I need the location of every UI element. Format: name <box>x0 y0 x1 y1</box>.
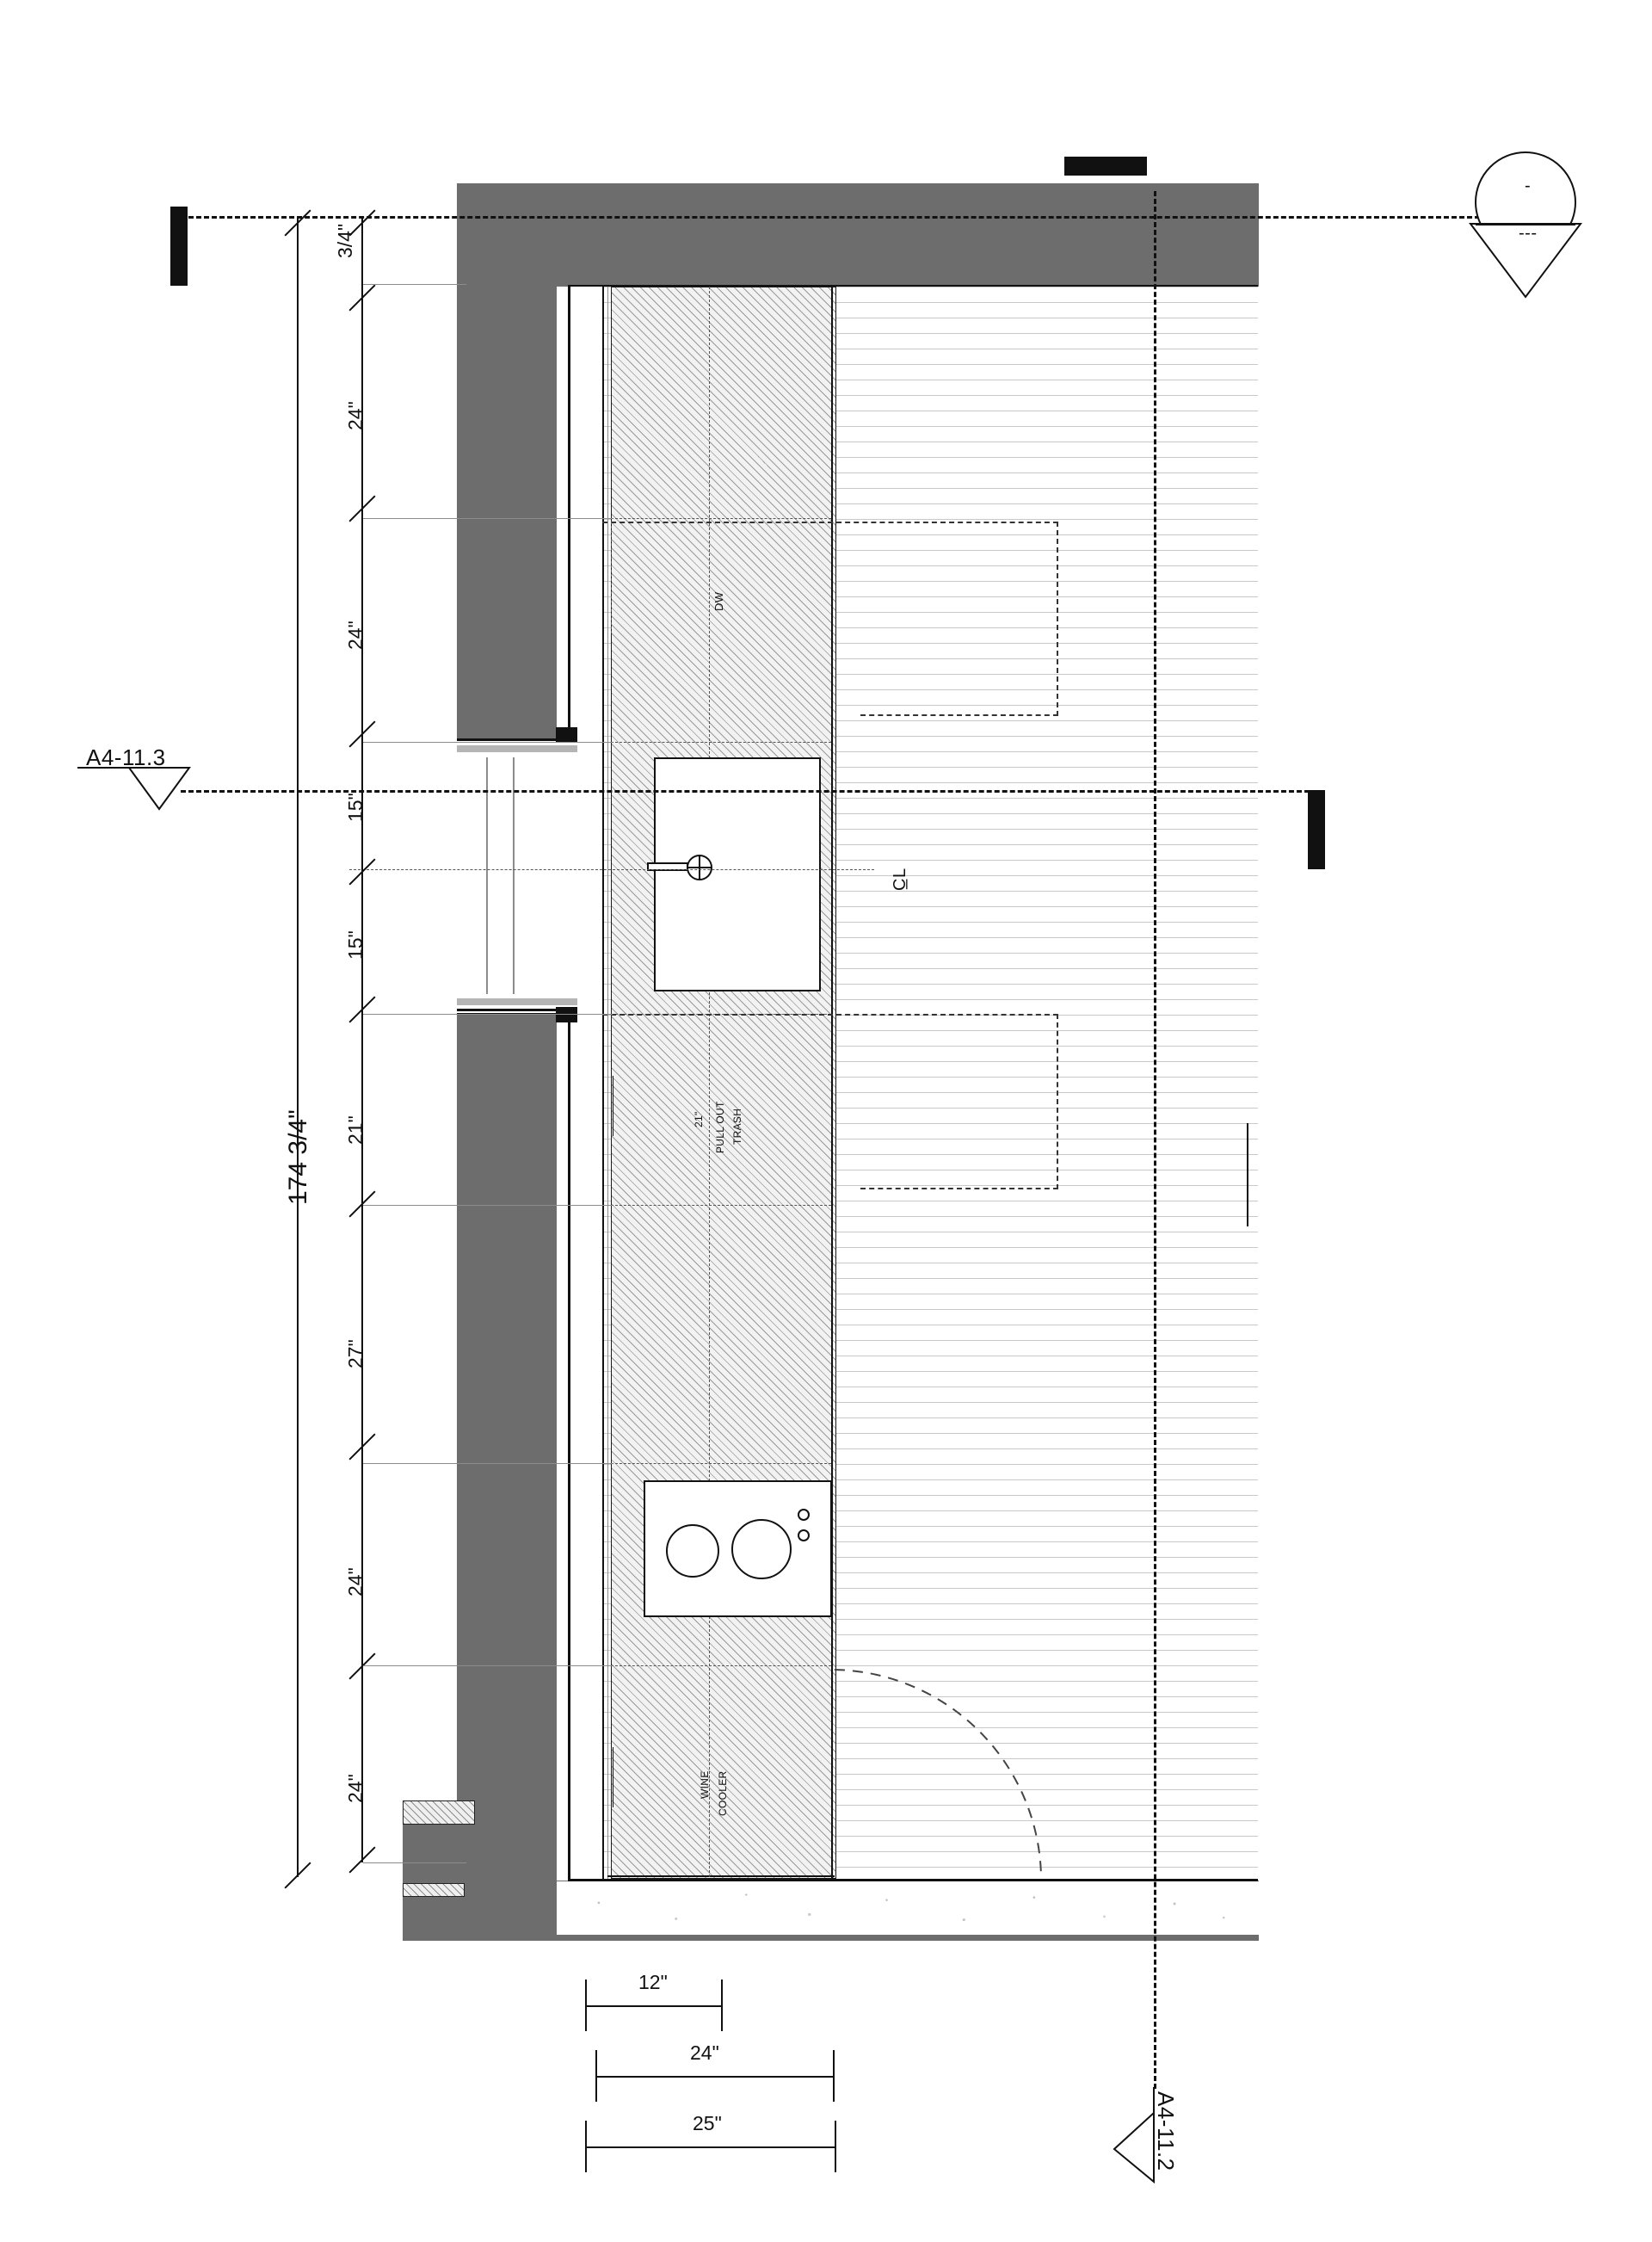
cabinet-division-2 <box>611 742 831 743</box>
hdim-ext-12-l <box>585 1980 587 2031</box>
dw-swing-right <box>1057 522 1058 716</box>
dim-ext-2 <box>363 742 613 743</box>
trash-swing-right <box>1057 1014 1058 1189</box>
dim-label-0: 3/4" <box>334 223 356 258</box>
overall-dim-label: 174 3/4" <box>284 1109 312 1205</box>
window-sill-top <box>457 745 577 752</box>
north-arrow-top-text: - <box>1525 176 1532 195</box>
cooktop-burners-icon <box>644 1480 829 1614</box>
dim-ext-3 <box>363 1014 613 1015</box>
hdim-label-24: 24" <box>690 2041 719 2064</box>
cabinet-division-6 <box>611 1665 831 1666</box>
sill-bottom-left <box>403 1800 475 1825</box>
dim-label-6: 27" <box>344 1339 367 1368</box>
cabinet-back-line <box>607 287 608 1879</box>
grid-line-vertical <box>1154 191 1156 2089</box>
window-sill-bottom <box>457 998 577 1005</box>
pullout-trash-label-1: PULL OUT <box>714 1101 726 1153</box>
wall-left-jog <box>403 1822 463 1941</box>
hdim-line-12 <box>585 2005 723 2007</box>
wall-top <box>457 183 1259 287</box>
hdim-line-24 <box>595 2076 835 2078</box>
door-swing-arc <box>826 1661 1101 1885</box>
cabinet-outline-bottom <box>607 1875 835 1877</box>
trash-swing-top <box>602 1014 1058 1016</box>
dim-label-4: 15" <box>344 930 367 960</box>
trash-swing-bottom <box>860 1188 1058 1189</box>
cabinet-outline-top <box>607 285 835 287</box>
window-opening <box>457 738 577 1015</box>
dishwasher-label: DW <box>712 591 725 611</box>
dim-ext-5 <box>363 1463 613 1464</box>
grid-line-top <box>181 216 1480 219</box>
pullout-trash-label-2: TRASH <box>731 1108 743 1145</box>
cabinet-division-5 <box>611 1463 831 1464</box>
overall-dim-line <box>297 216 299 1877</box>
wall-left-upper <box>457 183 557 738</box>
wine-cooler-label-2: COOLER <box>717 1770 729 1816</box>
dim-label-5: 21" <box>344 1115 367 1145</box>
window-glass-2 <box>513 757 515 994</box>
window-jamb-block-bottom <box>556 1007 577 1022</box>
window-glass-1 <box>486 757 488 994</box>
cabinet-face-line <box>831 287 833 1879</box>
dim-label-8: 24" <box>344 1774 367 1803</box>
sink-centerline <box>349 869 874 870</box>
pullout-trash-size: 21" <box>693 1111 705 1127</box>
wall-tick-top <box>1064 157 1147 176</box>
dim-label-3: 15" <box>344 793 367 822</box>
cabinet-division-1 <box>611 518 831 519</box>
centerline-label: C̲L <box>891 868 909 891</box>
sill-bottom-left-2 <box>403 1883 465 1897</box>
dim-ext-0 <box>363 284 466 285</box>
dim-label-1: 24" <box>344 401 367 430</box>
dw-swing-top <box>602 522 1058 523</box>
wall-inner-face-left <box>568 285 570 1881</box>
cabinet-division-4 <box>611 1205 831 1206</box>
floor-edge-left <box>602 287 604 1881</box>
dim-label-7: 24" <box>344 1567 367 1597</box>
cabinet-center-dash <box>709 287 710 1877</box>
hdim-ext-25-l <box>585 2121 587 2172</box>
hdim-label-12: 12" <box>638 1971 668 1993</box>
dw-inner-line <box>611 522 612 633</box>
dim-label-2: 24" <box>344 621 367 650</box>
window-jamb-block-top <box>556 727 577 743</box>
hdim-label-25: 25" <box>693 2112 722 2134</box>
wall-tick-right-mid <box>1308 790 1325 869</box>
dim-ext-1 <box>363 518 613 519</box>
dim-chain-line-inner <box>361 216 363 1862</box>
hdim-ext-25-r <box>835 2121 836 2172</box>
north-arrow-bottom-text: --- <box>1519 224 1538 243</box>
dim-ext-6 <box>363 1665 613 1666</box>
dim-ext-4 <box>363 1205 613 1206</box>
hdim-line-25 <box>585 2146 836 2148</box>
section-mark-bottom-label: A4-11.2 <box>1153 2091 1179 2171</box>
hdim-ext-24-r <box>833 2050 835 2102</box>
counter-edge-right <box>1247 1123 1248 1226</box>
hdim-ext-24-l <box>595 2050 597 2102</box>
dim-ext-7 <box>363 1862 466 1863</box>
cabinet-run <box>611 287 836 1879</box>
hdim-ext-12-r <box>721 1980 723 2031</box>
dw-swing-bottom <box>860 714 1058 716</box>
section-mark-left-label: A4-11.3 <box>86 744 166 770</box>
wine-cooler-label-1: WINE <box>699 1770 711 1799</box>
